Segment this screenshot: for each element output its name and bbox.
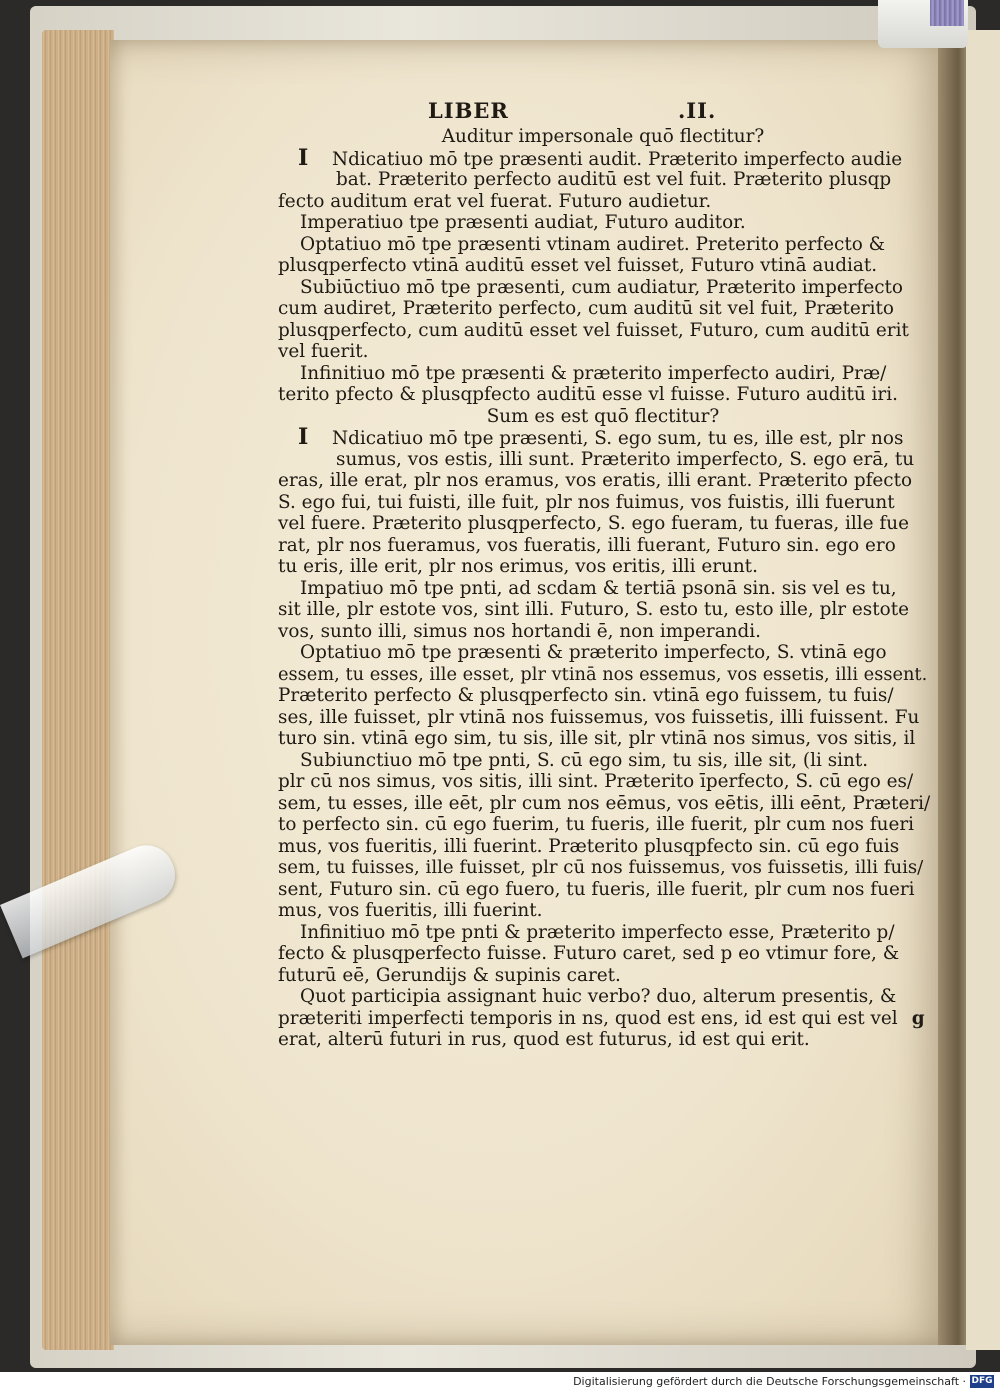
text-line: tu eris, ille erit, plr nos erimus, vos eritis, illi erunt. xyxy=(278,556,758,577)
text-line: erat, alterū futuri in rus, quod est futurus, id est qui erit. xyxy=(278,1029,810,1050)
text-line: fecto auditum erat vel fuerat. Futuro audietur. xyxy=(278,190,712,212)
margin-mark: g xyxy=(911,1007,925,1029)
text-line: cum audiret, Præterito perfecto, cum auditū sit vel fuit, Præterito xyxy=(278,298,894,319)
text-line: S. ego fui, tui fuisti, ille fuit, plr nos fuimus, vos fuistis, illi fuerunt xyxy=(278,491,895,513)
footer-bar xyxy=(0,1372,1000,1392)
text-line: Infinitiuo mō tpe pnti & præterito imperfecto esse, Præterito p/ xyxy=(300,921,895,943)
text-line: fecto & plusqperfecto fuisse. Futuro caret, sed p eo vtimur fore, & xyxy=(278,943,900,964)
text-line: Optatiuo mō tpe præsenti vtinam audiret. Preterito perfecto & xyxy=(300,233,886,255)
text-line: rat, plr nos fueramus, vos fueratis, illi fuerant, Futuro sin. ego ero xyxy=(278,534,896,556)
text-line: Quot participia assignant huic verbo? duo, alterum presentis, & xyxy=(300,986,897,1007)
text-line: I Ndicatiuo mō tpe præsenti, S. ego sum, tu es, ille est, plr nos xyxy=(278,427,928,449)
text-line: plusqperfecto vtinā auditū esset vel fuisset, Futuro vtinā audiat. xyxy=(278,255,878,276)
text-line: to perfecto sin. cū ego fuerim, tu fueris, ille fuerit, plr cum nos fueri xyxy=(278,814,915,835)
text-line: ses, ille fuisset, plr vtinā nos fuissemus, vos fuissetis, illi fuissent. Fu xyxy=(278,706,920,728)
text-line: mus, vos fueritis, illi fuerint. Præterito plusqpfecto sin. cū ego fuis xyxy=(278,835,900,857)
text-line: Subiunctiuo mō tpe pnti, S. cū ego sim, tu sis, ille sit, (li sint. xyxy=(300,749,869,771)
text-line: Impatiuo mō tpe pnti, ad scdam & tertiā psonā sin. sis vel es tu, xyxy=(300,577,897,599)
text-line: sent, Futuro sin. cū ego fuero, tu fueris, ille fuerit, plr cum nos fueri xyxy=(278,878,915,900)
text-line: sem, tu esses, ille eēt, plr cum nos eēmus, vos eētis, illi eēnt, Præteri/ xyxy=(278,792,931,814)
initial-letter: I xyxy=(298,144,309,171)
text-line: bat. Præterito perfecto auditū est vel fuit. Præterito plusqp xyxy=(336,169,892,190)
text-line: Præterito perfecto & plusqperfecto sin. vtinā ego fuissem, tu fuis/ xyxy=(278,685,894,706)
text-line: plr cū nos simus, vos sitis, illi sint. Præterito īperfecto, S. cū ego es/ xyxy=(278,771,914,792)
text-line: Optatiuo mō tpe præsenti & præterito imperfecto, S. vtinā ego xyxy=(300,642,887,663)
text-line: plusqperfecto, cum auditū esset vel fuisset, Futuro, cum auditū erit xyxy=(278,319,909,341)
text-line: Infinitiuo mō tpe præsenti & præterito imperfecto audiri, Præ/ xyxy=(300,362,887,384)
text-line: essem, tu esses, ille esset, plr vtinā nos essemus, vos essetis, illi essent. xyxy=(278,663,928,685)
dfg-logo: DFG xyxy=(971,1376,993,1386)
ribbon-marker xyxy=(930,0,964,26)
text-line: mus, vos fueritis, illi fuerint. xyxy=(278,900,543,921)
text-line: præteriti imperfecti temporis in ns, quod est ens, id est qui est vel g xyxy=(278,1007,925,1029)
text-line: Subiūctiuo mō tpe præsenti, cum audiatur, Præterito imperfecto xyxy=(300,276,903,298)
text-line: Imperatiuo tpe præsenti audiat, Futuro auditor. xyxy=(300,212,746,233)
text-line: sem, tu fuisses, ille fuisset, plr cū nos fuissemus, vos fuissetis, illi fuis/ xyxy=(278,857,924,878)
section-heading-sum: Sum es est quō flectitur? xyxy=(486,405,720,427)
facing-page-edge xyxy=(966,30,1000,1350)
running-head-left: LIBER xyxy=(428,98,509,123)
text-line: sit ille, plr estote vos, sint illi. Futuro, S. esto tu, esto ille, plr estote xyxy=(278,599,909,620)
text-line: vel fuerit. xyxy=(278,341,369,362)
text-line: sumus, vos estis, illi sunt. Præterito imperfecto, S. ego erā, tu xyxy=(336,448,915,470)
text-line: turo sin. vtinā ego sim, tu sis, ille sit, plr vtinā nos simus, vos sitis, il xyxy=(278,728,916,749)
initial-letter: I xyxy=(298,424,309,450)
page-text xyxy=(278,98,931,1051)
text-line: futurū eē, Gerundijs & supinis caret. xyxy=(278,964,621,986)
text-line: vos, sunto illi, simus nos hortandi ē, non imperandi. xyxy=(278,620,761,642)
text-line: vel fuere. Præterito plusqperfecto, S. ego fueram, tu fueras, ille fue xyxy=(278,513,909,534)
text-line: terito pfecto & plusqpfecto auditū esse vl fuisse. Futuro auditū iri. xyxy=(278,384,898,405)
text-line: eras, ille erat, plr nos eramus, vos eratis, illi erant. Præterito pfecto xyxy=(278,470,913,491)
page-edges xyxy=(42,30,114,1350)
section-heading-auditur: Auditur impersonale quō flectitur? xyxy=(441,126,765,147)
text-line: I Ndicatiuo mō tpe præsenti audit. Præterito imperfecto audie xyxy=(278,148,928,170)
running-head xyxy=(278,100,928,126)
running-head-right: .II. xyxy=(678,98,717,123)
footer-credit: Digitalisierung gefördert durch die Deutsche Forschungsgemeinschaft · xyxy=(573,1375,966,1388)
